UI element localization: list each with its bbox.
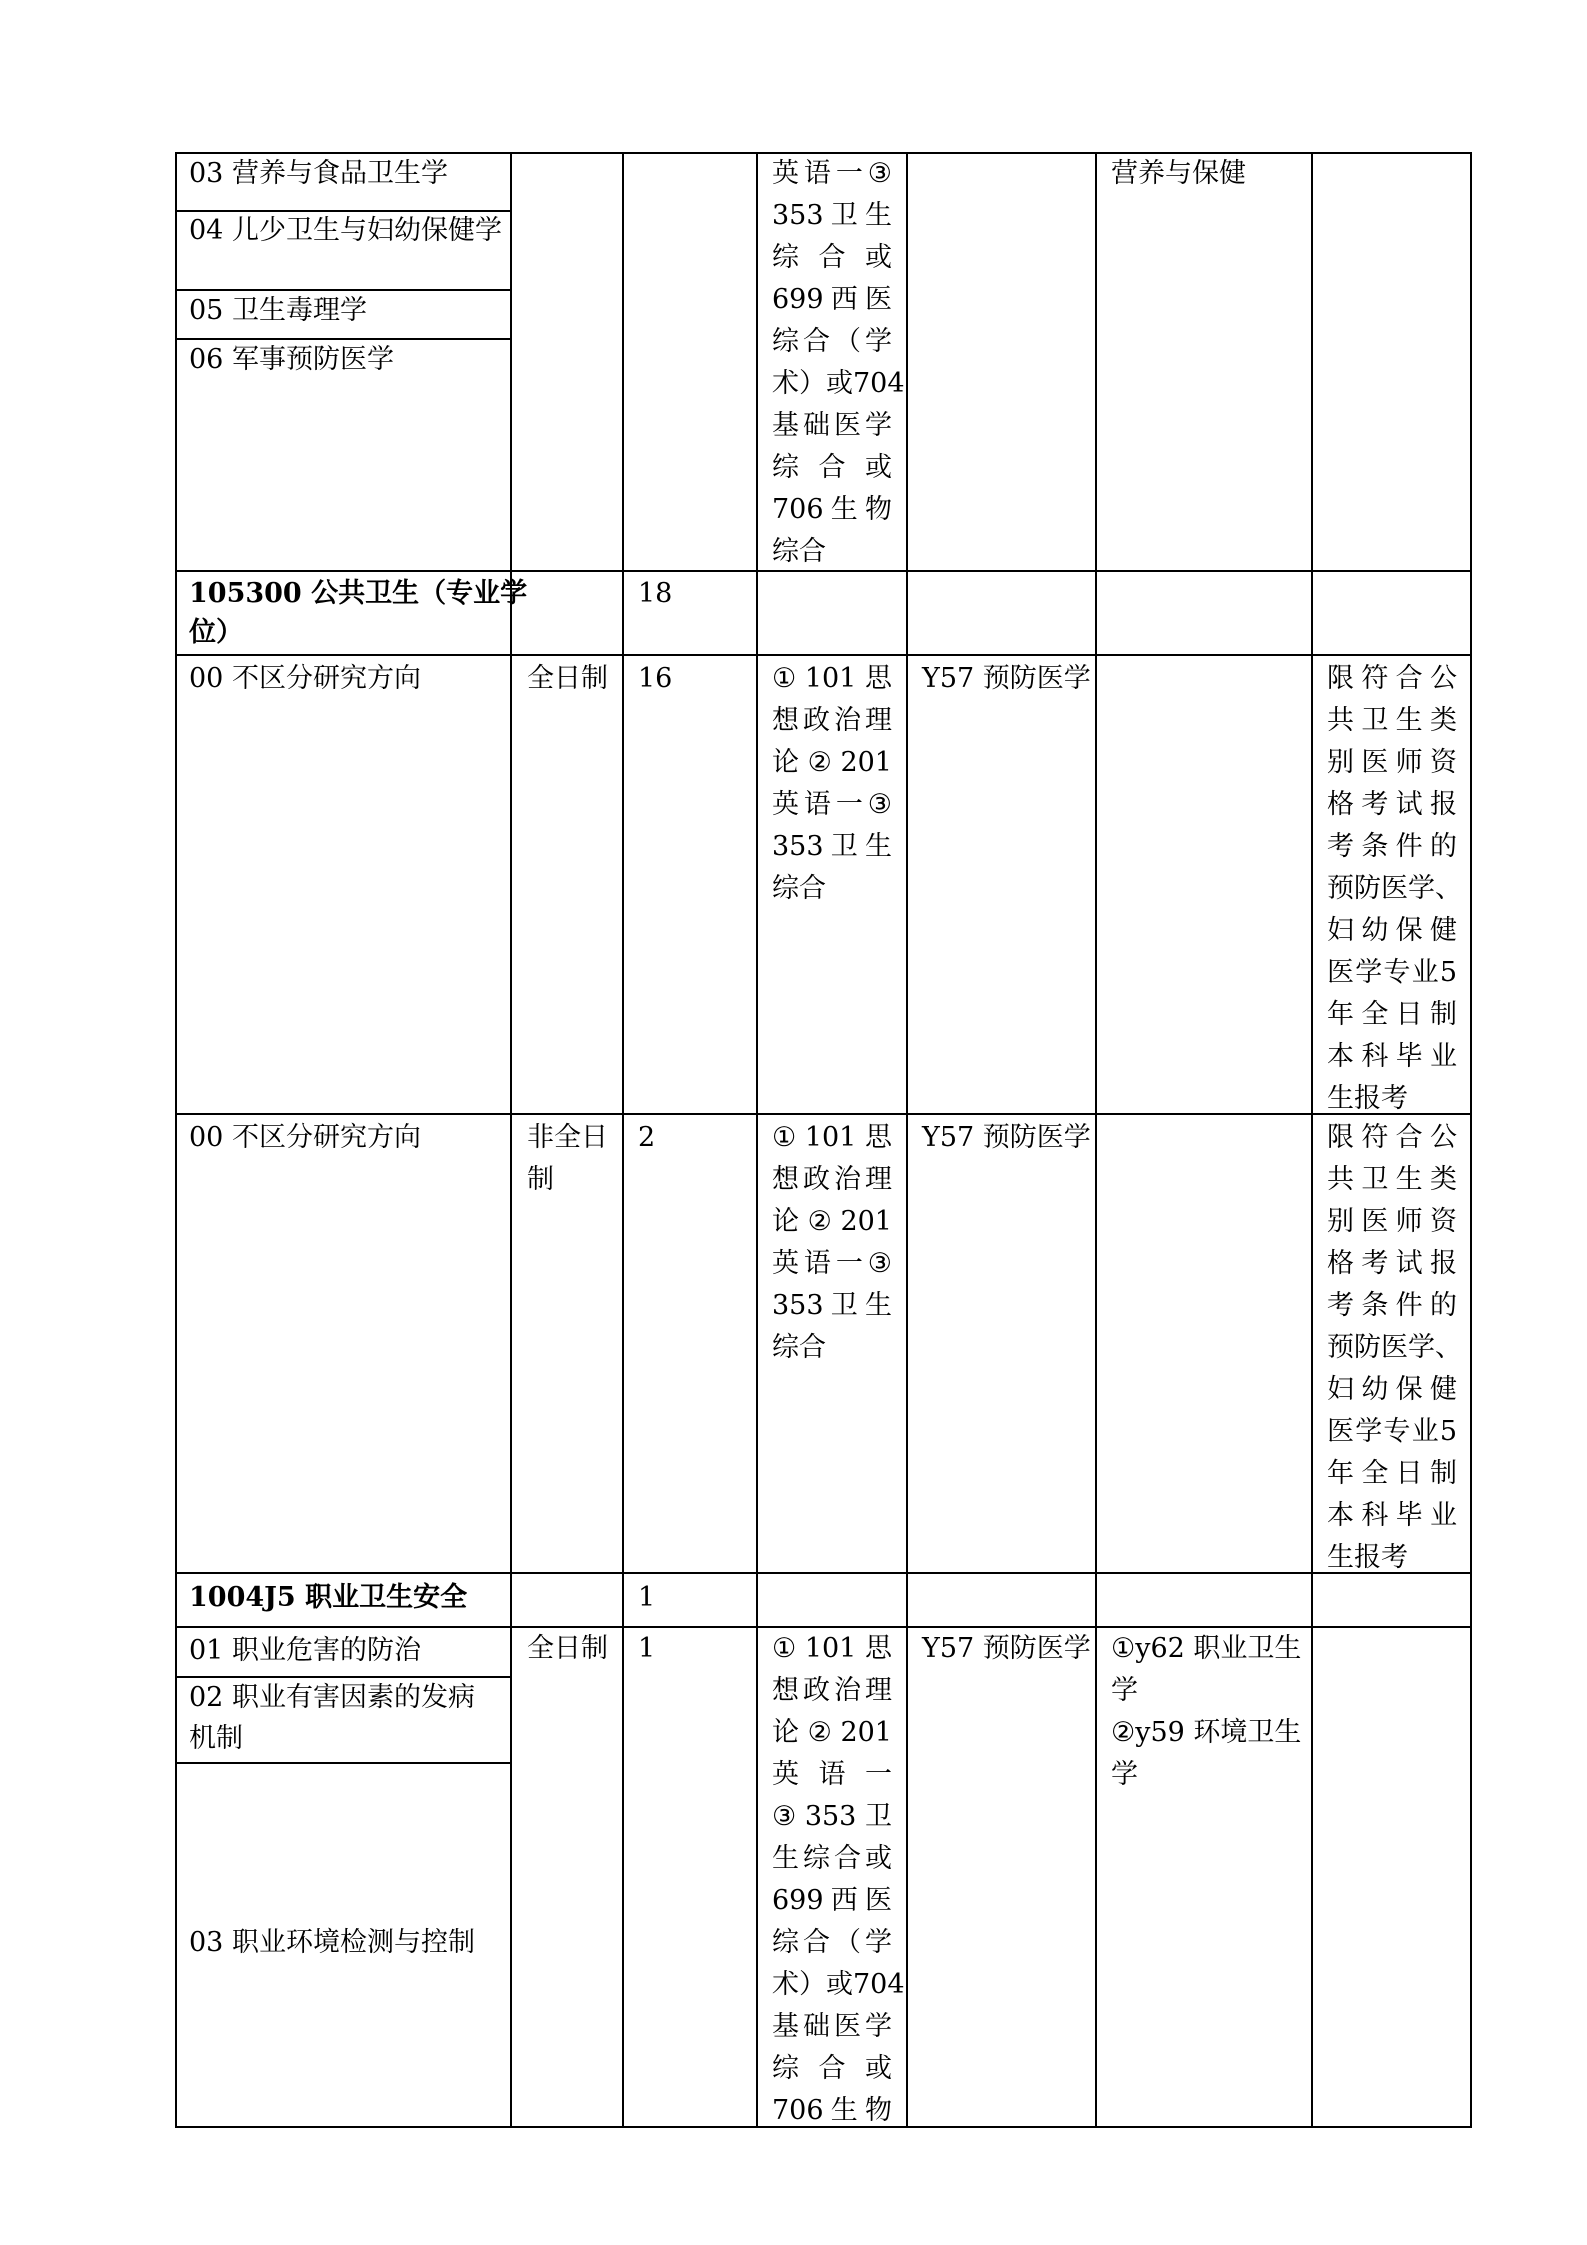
exam-line: 353 卫 生 [772,831,892,862]
col-line-2 [510,152,512,2128]
exam-subjects-fulltime [772,658,892,910]
exam-line: 706 生 物 [772,494,892,525]
exam-line: 综 合 或 [772,242,892,273]
col-line-4 [756,152,758,2128]
exam-line: 706 生 物 [772,2095,892,2126]
rule-row-ft-bottom [175,1113,1472,1115]
quota-parttime: 2 [638,1122,656,1153]
exam-subjects-parttime [772,1117,892,1369]
major-quota-105300: 18 [638,578,673,609]
exam-line: 术 ） 或 704 [772,1969,905,2000]
exam-line: 综 合 或 [772,452,892,483]
subject-block2: Y57 预防医学 [922,1633,1091,1664]
major-quota-1004J5: 1 [638,1582,656,1613]
note-line: 妇 幼 保 健 [1327,915,1457,946]
col-line-5 [906,152,908,2128]
exam-line: 综合 [772,873,826,904]
major-name-1004J5: 1004J5 职业卫生安全 [189,1582,468,1613]
note-line: 本 科 毕 业 [1327,1500,1457,1531]
direction-06: 06 军事预防医学 [189,344,394,375]
note-line: 考 条 件 的 [1327,1290,1457,1321]
exam-line: 基 础 医 学 [772,2011,892,2042]
exam-line: 论 ② 201 [772,1717,892,1748]
direction-05: 05 卫生毒理学 [189,295,367,326]
study-mode-fulltime: 全日制 [527,663,608,694]
exam-line: 论 ② 201 [772,747,892,778]
note-line: 考 条 件 的 [1327,831,1457,862]
exam-line: 想 政 治 理 [772,1675,892,1706]
direction-00-fulltime: 00 不区分研究方向 [189,663,421,694]
col-line-3 [622,152,624,2128]
retest-line: ①y62 职业卫生 [1111,1633,1302,1664]
exam-line: ① 101 思 [772,1633,892,1664]
exam-line: 353 卫 生 [772,200,892,231]
retest-line: ②y59 环境卫生 [1111,1717,1302,1748]
note-line: 格 考 试 报 [1327,1248,1457,1279]
exam-line: 想 政 治 理 [772,1164,892,1195]
exam-line: 想 政 治 理 [772,705,892,736]
note-line: 医 学 专 业 5 [1327,1416,1457,1447]
retest-line: 学 [1111,1675,1138,1706]
study-mode-parttime-line2: 制 [527,1164,554,1195]
exam-line: 英 语 一 ③ [772,158,892,189]
note-line: 年 全 日 制 [1327,1458,1457,1489]
rule-dir-02-03 [175,1762,511,1764]
exam-line: 综合 [772,1332,826,1363]
exam-line: 综 合 或 [772,2053,892,2084]
direction-02-line2: 机制 [189,1723,243,1754]
subject-parttime: Y57 预防医学 [922,1122,1091,1153]
exam-line: 基 础 医 学 [772,410,892,441]
note-line: 妇 幼 保 健 [1327,1374,1457,1405]
note-line: 别 医 师 资 [1327,1206,1457,1237]
note-line: 共 卫 生 类 [1327,705,1457,736]
direction-01: 01 职业危害的防治 [189,1635,421,1666]
note-line: 生报考 [1327,1083,1408,1114]
note-line: 格 考 试 报 [1327,789,1457,820]
note-line: 生报考 [1327,1542,1408,1573]
exam-line: ① 101 思 [772,1122,892,1153]
note-line: 本 科 毕 业 [1327,1041,1457,1072]
retest-line: 学 [1111,1759,1138,1790]
direction-04: 04 儿少卫生与妇幼保健学 [189,215,502,246]
subject-fulltime: Y57 预防医学 [922,663,1091,694]
study-mode-parttime-line1: 非全日 [527,1122,608,1153]
note-line: 限 符 合 公 [1327,663,1457,694]
note-line: 预 防 医 学 、 [1327,873,1462,904]
exam-line: ③ 353 卫 [772,1801,892,1832]
note-line: 医 学 专 业 5 [1327,957,1457,988]
exam-line: 术 ） 或 704 [772,368,905,399]
quota-fulltime: 16 [638,663,673,694]
direction-03-env: 03 职业环境检测与控制 [189,1927,475,1958]
note-line: 共 卫 生 类 [1327,1164,1457,1195]
direction-02-line1: 02 职业有害因素的发病 [189,1682,475,1713]
note-parttime [1327,1117,1462,1579]
major-name-105300-line1: 105300 公共卫生（专业学 [189,578,528,609]
exam-line: 英 语 一 ③ [772,789,892,820]
direction-00-parttime: 00 不区分研究方向 [189,1122,421,1153]
note-line: 预 防 医 学 、 [1327,1332,1462,1363]
exam-line: 综 合 （ 学 [772,1927,892,1958]
note-line: 年 全 日 制 [1327,999,1457,1030]
exam-line: 生 综 合 或 [772,1843,892,1874]
exam-line: 英 语 一 ③ [772,1248,892,1279]
exam-line: 综合 [772,536,826,567]
exam-line: 353 卫 生 [772,1290,892,1321]
study-mode-block2: 全日制 [527,1633,608,1664]
exam-line: 699 西 医 [772,284,892,315]
exam-line: 论 ② 201 [772,1206,892,1237]
col-line-8 [1470,152,1472,2128]
direction-03: 03 营养与食品卫生学 [189,158,448,189]
col-line-1 [175,152,177,2128]
exam-subjects-block2 [772,1628,905,2132]
rule-header1-bottom [175,654,1472,656]
col-line-7 [1311,152,1313,2128]
note-fulltime [1327,658,1462,1120]
major-name-105300-line2: 位） [189,617,243,648]
col-line-6 [1095,152,1097,2128]
retest-subject-block1: 营养与保健 [1111,158,1246,189]
note-line: 限 符 合 公 [1327,1122,1457,1153]
exam-line: ① 101 思 [772,663,892,694]
exam-subjects-block1 [772,153,905,573]
exam-line: 英 语 一 [772,1759,892,1790]
rule-row-pt-bottom [175,1572,1472,1574]
exam-line: 综 合 （ 学 [772,326,892,357]
quota-block2: 1 [638,1633,656,1664]
exam-line: 699 西 医 [772,1885,892,1916]
note-line: 别 医 师 资 [1327,747,1457,778]
